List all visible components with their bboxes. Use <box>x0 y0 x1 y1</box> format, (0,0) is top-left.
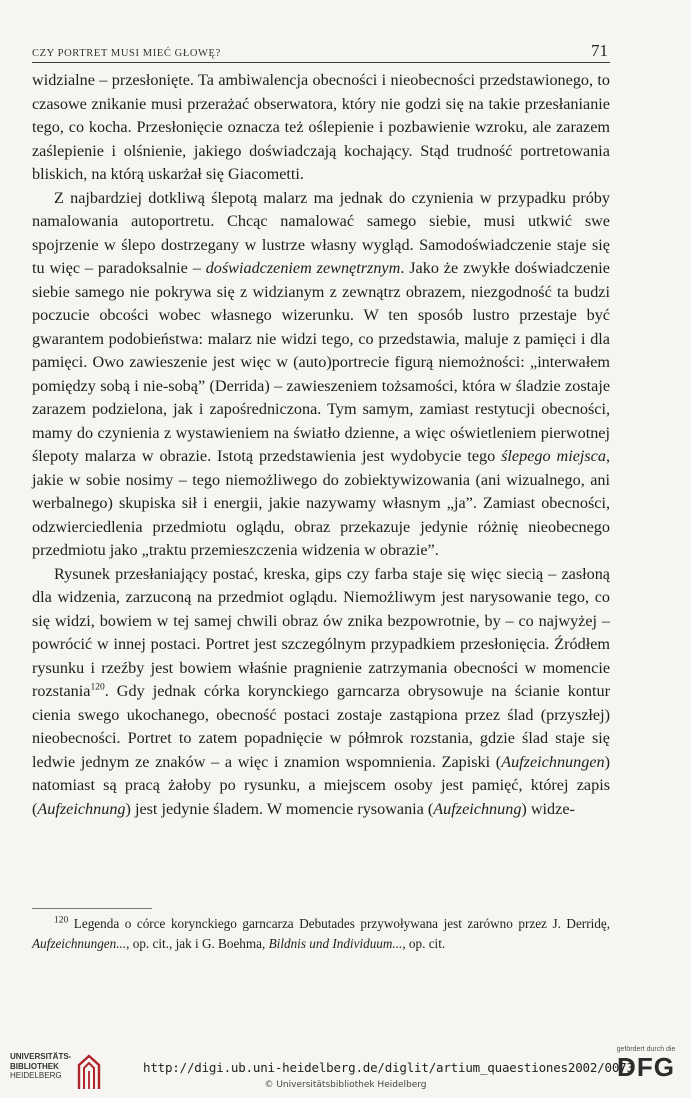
footnote-120 <box>32 914 610 954</box>
copyright-notice: © Universitätsbibliothek Heidelberg <box>264 1080 427 1090</box>
paragraph-2 <box>32 187 610 563</box>
main-text <box>32 69 610 821</box>
dfg-wordmark: DFG <box>617 1052 675 1082</box>
text-run: . Gdy jednak córka korynckiego garncarza obrysowuje na ścianie kontur cienia swego ukochanego, obecność postaci zostaje zastąpiona przez ślad (przyszłej) nieobecności. Portret to zatem popadnięcie w półmrok rozstania, gdzie ślad staje się ledwie jednym ze znaków – a więc i znamion wspomnienia. Zapiski ( <box>32 682 610 771</box>
emphasis: Aufzeichnungen... <box>32 936 127 951</box>
emphasis: Aufzeichnungen <box>501 752 605 771</box>
text-run: , op. cit. <box>402 936 446 951</box>
text-run: ) jest jedynie śladem. W momencie rysowania ( <box>125 799 434 818</box>
emphasis: Bildnis und Individuum... <box>268 936 403 951</box>
page-number: 71 <box>591 41 608 60</box>
paragraph-3 <box>32 563 610 822</box>
library-line-1: UNIVERSITÄTS- <box>10 1052 72 1061</box>
text-run: widzialne – przesłonięte. Ta ambiwalencja obecności i nieobecności przedstawionego, to czasowe znikanie musi przerażać obserwatora, który nie godzi się na takie przesłanianie tego, co kocha. Przesłonięcie oznacza też oślepienie i pozbawienie wzroku, ale zarazem zaślepienie i olśnienie, jakiego doświadczają kochający. Stąd trudność portretowania bliskich, na którą uskarżał się Giacometti. <box>32 71 610 183</box>
emphasis: Aufzeichnung <box>433 799 522 818</box>
text-run: ) natomiast są pracą żałoby po rysunku, a miejscem osoby jest pamięć, której zapis ( <box>32 752 610 818</box>
text-run: , jakie w sobie nosimy – tego niemożliwego do zobiektywizowania (ani wizualnego, ani werbalnego) skupiska sił i energii, jakie nazywamy własnym „ja”. Zamiast obecności, odzwierciedlenia przedmiotu oglądu, obraz przekazuje jedynie różnię nieobecnego przedmiotu jako „traktu przemieszczenia widzenia w obrazie”. <box>32 447 610 559</box>
digitization-footer <box>0 1046 691 1098</box>
library-line-3: HEIDELBERG <box>10 1071 62 1080</box>
footnote-number: 120 <box>54 915 69 926</box>
dfg-caption: gefördert durch die <box>616 1046 676 1053</box>
text-run: Legenda o córce korynckiego garncarza Debutades przywoływana jest zarówno przez J. Derridę, <box>68 916 610 931</box>
emphasis: doświadczeniem zewnętrznym <box>205 259 401 277</box>
paragraph-1 <box>32 69 610 187</box>
running-title: CZY PORTRET MUSI MIEĆ GŁOWĘ? <box>32 48 221 59</box>
ub-heidelberg-logo[interactable] <box>10 1052 71 1081</box>
footnote-ref-120[interactable]: 120 <box>90 682 105 693</box>
library-name <box>10 1052 71 1081</box>
text-run: ) widze- <box>521 799 575 818</box>
footnote-divider <box>32 908 152 909</box>
emphasis: Aufzeichnung <box>37 799 126 818</box>
source-url-link[interactable]: http://digi.ub.uni-heidelberg.de/diglit/artium_quaestiones2002/0073 <box>143 1060 634 1075</box>
emphasis: ślepego miejsca <box>501 447 606 465</box>
text-run: Z najbardziej dotkliwą ślepotą malarz ma jednak do czynienia w przypadku próby namalowania autoportretu. Chcąc namalować samego siebie, musi utkwić swe spojrzenie w ślepo dostrzegany w lustrze własny wygląd. Samodoświadczenie staje się tu więc – paradoksalnie – <box>32 188 610 277</box>
text-run: Rysunek przesłaniający postać, kreska, gips czy farba staje się więc siecią – zasłoną dla widzenia, zarzuconą na przedmiot oglądu. Niemożliwym jest narysowanie tego, co się widzi, bowiem w tej samej chwili obraz ów znika bezpowrotnie, by – co najwyżej – powrócić w innej postaci. Portret jest szczególnym przypadkiem przesłonięcia. Źródłem rysunku i rzeźby jest bowiem właśnie pragnienie zatrzymania obecności w momencie rozstania <box>32 564 610 700</box>
library-line-2: BIBLIOTHEK <box>10 1061 59 1071</box>
text-run: , op. cit., jak i G. Boehma, <box>126 936 269 951</box>
dfg-logo[interactable] <box>610 1046 682 1081</box>
running-header <box>32 38 610 63</box>
text-run: . Jako że zwykłe doświadczenie siebie samego nie pokrywa się z widzianym z zewnątrz obrazem, niezgodność ta budzi poczucie obcości wobec własnego wizerunku. W ten sposób lustro przestaje być gwarantem podobieństwa: malarz nie widzi tego, co przedstawia, maluje z pamięci i dla pamięci. Owo zawieszenie jest więc w (auto)portrecie figurą niemożności: „interwałem pomiędzy sobą i nie-sobą” (Derrida) – zawieszeniem tożsamości, która w śladzie zostaje zarazem podzielona, jak i zapośredniczona. Tym samym, zamiast restytucji obecności, mamy do czynienia z wystawieniem na światło dzienne, a więc oświetleniem pierwotnej ślepoty malarza w obrazie. Istotą przedstawienia jest wydobycie tego <box>32 259 610 465</box>
